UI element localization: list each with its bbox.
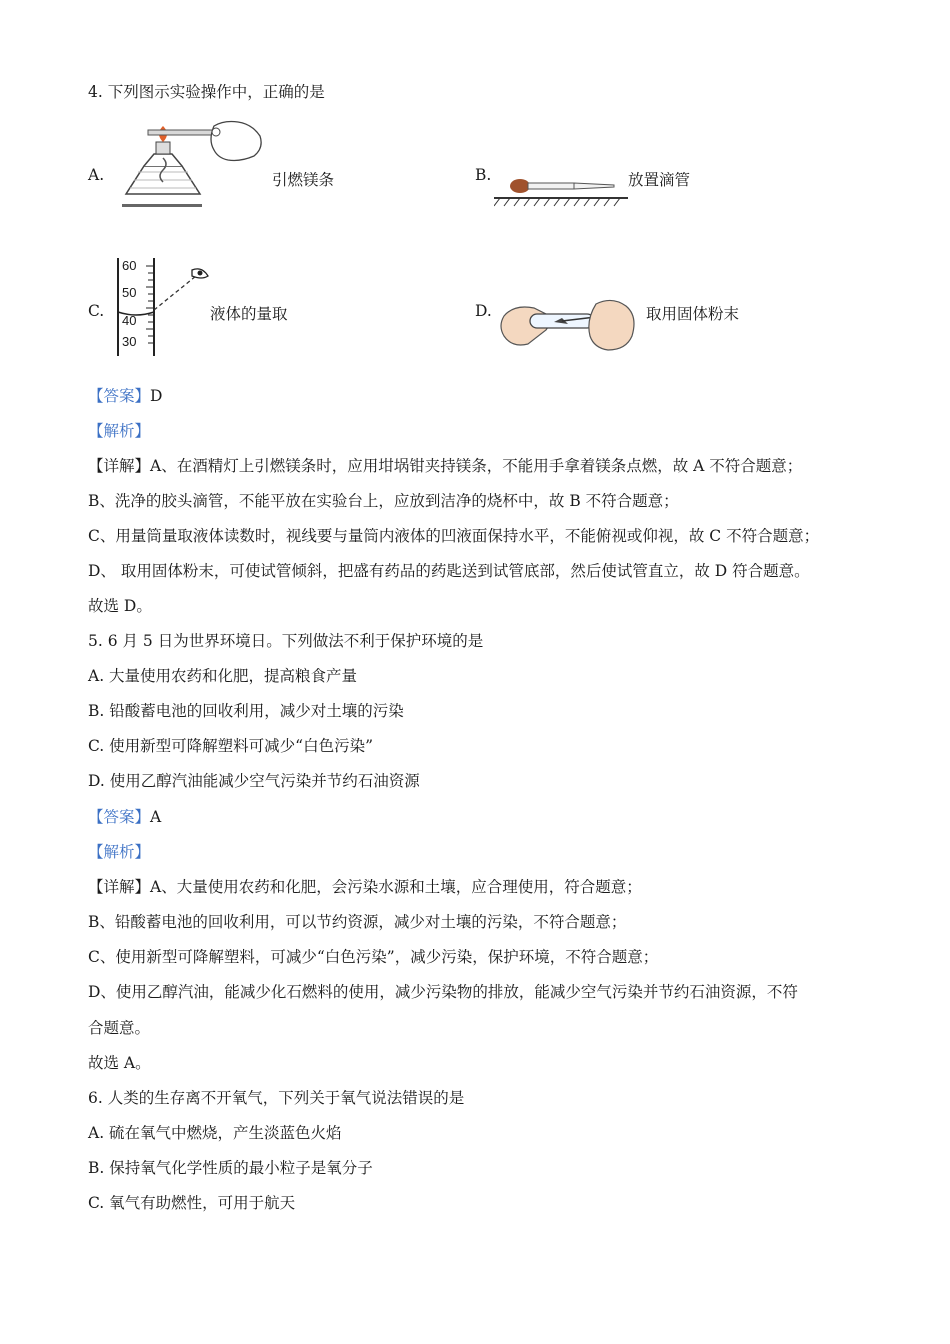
q5-detail-b: B、铅酸蓄电池的回收利用，可以节约资源，减少对土壤的污染，不符合题意； (88, 913, 627, 931)
answer-value: D (150, 387, 163, 405)
q5-stem: 5. 6 月 5 日为世界环境日。下列做法不利于保护环境的是 (88, 632, 484, 650)
q5-option-d: D. 使用乙醇汽油能减少空气污染并节约石油资源 (88, 772, 420, 790)
q5-option-a: A. 大量使用农药和化肥，提高粮食产量 (88, 667, 358, 685)
q6-stem: 6. 人类的生存离不开氧气，下列关于氧气说法错误的是 (88, 1089, 465, 1107)
tick-label-30: 30 (122, 334, 137, 349)
q4-detail-c: C、用量筒量取液体读数时，视线要与量筒内液体的凹液面保持水平，不能俯视或仰视，故 C 不符合题意； (88, 527, 820, 545)
q4-option-b-caption: 放置滴管 (628, 171, 691, 189)
q5-analysis-label: 【解析】 (88, 843, 151, 861)
answer-label: 【答案】 (88, 808, 151, 826)
q4-answer (88, 386, 162, 406)
dropper-figure (494, 174, 628, 208)
q5-answer (88, 807, 161, 827)
q5-detail-d: D、使用乙醇汽油，能减少化石燃料的使用，减少污染物的排放，能减少空气污染并节约石油资源，不符 (88, 983, 798, 1001)
q5-detail-d-cont: 合题意。 (88, 1019, 151, 1037)
q5-conclusion: 故选 A。 (88, 1054, 151, 1072)
q4-analysis-label: 【解析】 (88, 422, 151, 440)
q4-detail-a: 【详解】A、在酒精灯上引燃镁条时，应用坩埚钳夹持镁条，不能用手拿着镁条点燃，故 A 不符合题意； (88, 457, 803, 475)
q4-option-c-letter: C. (88, 302, 105, 320)
q5-option-c: C. 使用新型可降解塑料可减少“白色污染” (88, 737, 374, 755)
q4-option-b-letter: B. (475, 166, 492, 184)
q6-option-a: A. 硫在氧气中燃烧，产生淡蓝色火焰 (88, 1124, 342, 1142)
q4-option-d-caption: 取用固体粉末 (646, 305, 740, 323)
q5-detail-a: 【详解】A、大量使用农药和化肥，会污染水源和土壤，应合理使用，符合题意； (88, 878, 642, 896)
q4-detail-d: D、 取用固体粉末，可使试管倾斜，把盛有药品的药匙送到试管底部，然后使试管直立，故 D 符合题意。 (88, 562, 810, 580)
answer-label: 【答案】 (88, 387, 151, 405)
test-tube-hands-figure (500, 296, 640, 356)
q4-option-d-letter: D. (475, 302, 492, 320)
tick-label-50: 50 (122, 285, 137, 300)
q4-option-c-caption: 液体的量取 (210, 305, 288, 323)
q4-conclusion: 故选 D。 (88, 597, 152, 615)
answer-value: A (150, 808, 162, 826)
q4-option-a-letter: A. (88, 166, 105, 184)
q5-detail-c: C、使用新型可降解塑料，可减少“白色污染”，减少污染，保护环境，不符合题意； (88, 948, 659, 966)
q6-option-c: C. 氧气有助燃性，可用于航天 (88, 1194, 296, 1212)
q4-detail-b: B、洗净的胶头滴管，不能平放在实验台上，应放到洁净的烧杯中，故 B 不符合题意； (88, 492, 679, 510)
measuring-cylinder-figure (112, 254, 212, 358)
q4-stem: 4. 下列图示实验操作中，正确的是 (88, 83, 325, 101)
alcohol-lamp-figure (122, 118, 270, 208)
q6-option-b: B. 保持氧气化学性质的最小粒子是氧分子 (88, 1159, 373, 1177)
q4-option-a-caption: 引燃镁条 (272, 171, 335, 189)
tick-label-60: 60 (122, 258, 137, 273)
q5-option-b: B. 铅酸蓄电池的回收利用，减少对土壤的污染 (88, 702, 404, 720)
tick-label-40: 40 (122, 313, 137, 328)
